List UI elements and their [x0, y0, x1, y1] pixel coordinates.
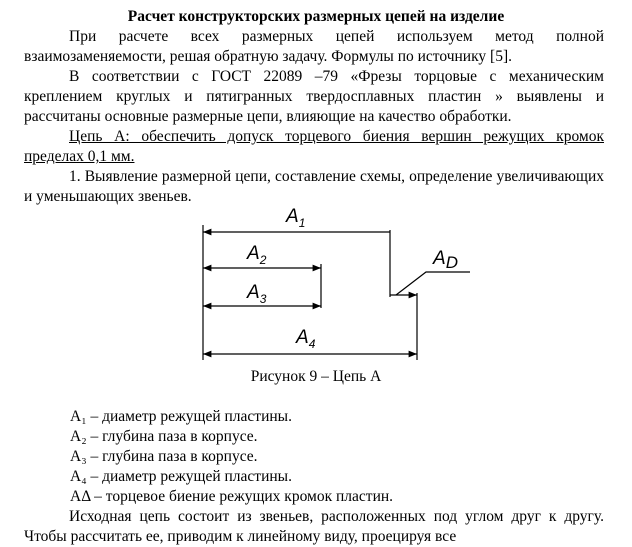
label-a3: $A_3$ [247, 282, 267, 306]
ad-leader-line [396, 272, 470, 295]
label-a1: $A_1$ [286, 206, 306, 230]
paragraph-gost: В соответствии с ГОСТ 22089 –79 «Фрезы торцовые с механическим креплением круглых и пятигранных твердосплавных пластин » выявлены и рассчитаны основные размерные цепи, влияющие на качество обработки. [24, 68, 604, 125]
paragraph-method: При расчете всех размерных цепей используем метод полной взаимозаменяемости, решая обратную задачу. Формулы по источнику [5]. [24, 28, 604, 65]
label-ad: AD [433, 248, 458, 272]
paragraph-chain-projection: Исходная цепь состоит из звеньев, расположенных под углом друг к другу. Чтобы рассчитать ее, приводим к линейному виду, проецируя все [24, 508, 604, 545]
definition-a2: A₂ – глубина паза в корпусе. [70, 428, 258, 445]
definition-a1: A₁ – диаметр режущей пластины. [70, 408, 292, 425]
definition-a4: A₄ – диаметр режущей пластины. [70, 468, 292, 485]
paragraph-chain-a: Цепь А: обеспечить допуск торцевого биения вершин режущих кромок пределах 0,1 мм. [24, 128, 604, 165]
label-a4: $A_4$ [296, 327, 316, 351]
figure-caption: Рисунок 9 – Цепь А [250, 368, 382, 385]
document-title: Расчет конструкторских размерных цепей на изделие [127, 8, 505, 25]
paragraph-step-1: 1. Выявление размерной цепи, составление схемы, определение увеличивающих и уменьшающих звеньев. [24, 168, 604, 205]
definition-a3: A₃ – глубина паза в корпусе. [70, 448, 258, 465]
label-a2: $A_2$ [247, 243, 267, 267]
definition-ad: AΔ – торцевое биение режущих кромок пластин. [70, 488, 394, 505]
